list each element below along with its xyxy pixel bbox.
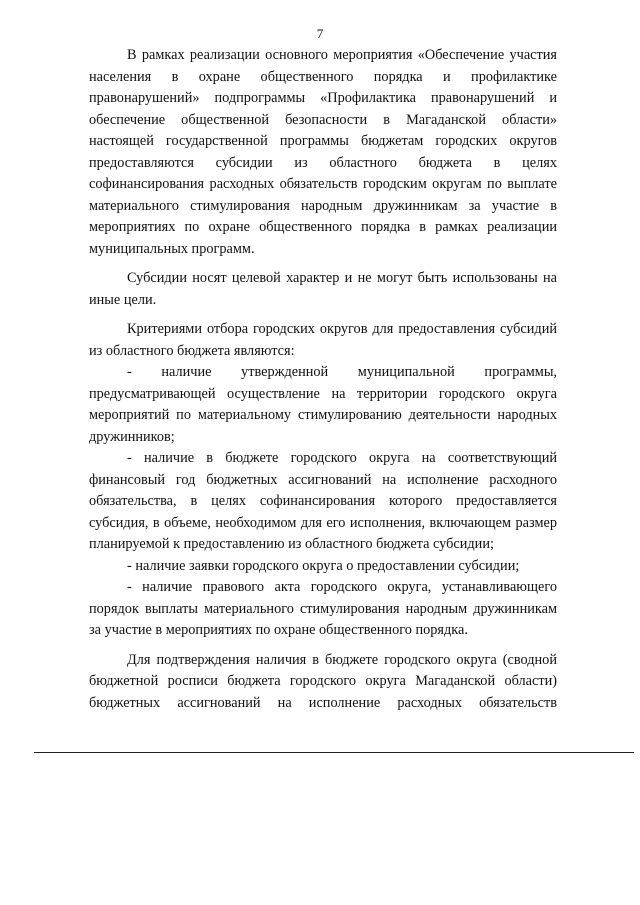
criterion-legal-act: - наличие правового акта городского округа, устанавливающего порядок выплаты материального стимулирования народным дружинникам за участие в мероприятиях по охране общественного порядка.	[89, 579, 557, 638]
criterion-budget-allocations: - наличие в бюджете городского округа на соответствующий финансовый год бюджетных ассигнований на исполнение расходного обязательства, в целях софинансирования которого предоставляется субсидия, в объеме, необходимом для его исполнения, включающем размер планируемой к предоставлению из областного бюджета субсидии;	[89, 450, 557, 552]
criterion-municipal-program: - наличие утвержденной муниципальной программы, предусматривающей осуществление на территории городского округа мероприятий по материальному стимулированию деятельности народных дружинников;	[89, 364, 557, 445]
paragraph-target-use: Субсидии носят целевой характер и не могут быть использованы на иные цели.	[89, 270, 557, 308]
criterion-application: - наличие заявки городского округа о предоставлении субсидии;	[127, 557, 520, 574]
page-number: 7	[316, 26, 324, 41]
page-bottom-rule	[34, 752, 634, 753]
paragraph-subsidy-purpose: В рамках реализации основного мероприятия «Обеспечение участия населения в охране общественного порядка и профилактике правонарушений» подпрограммы «Профилактика правонарушений и обеспечение общественной безопасности в Магаданской области» настоящей государственной программы бюджетам городских округов предоставляются субсидии из областного бюджета в целях софинансирования расходных обязательств городским округам по выплате материального стимулирования народным дружинникам за участие в мероприятиях по охране общественного порядка в рамках реализации муниципальных программ.	[89, 47, 557, 257]
paragraph-confirmation: Для подтверждения наличия в бюджете городского округа (сводной бюджетной росписи бюджета городского округа Магаданской области) бюджетных ассигнований на исполнение расходных обязательств	[89, 651, 557, 711]
paragraph-selection-criteria-intro: Критериями отбора городских округов для предоставления субсидий из областного бюджета являются:	[89, 321, 557, 359]
document-body	[89, 45, 557, 714]
